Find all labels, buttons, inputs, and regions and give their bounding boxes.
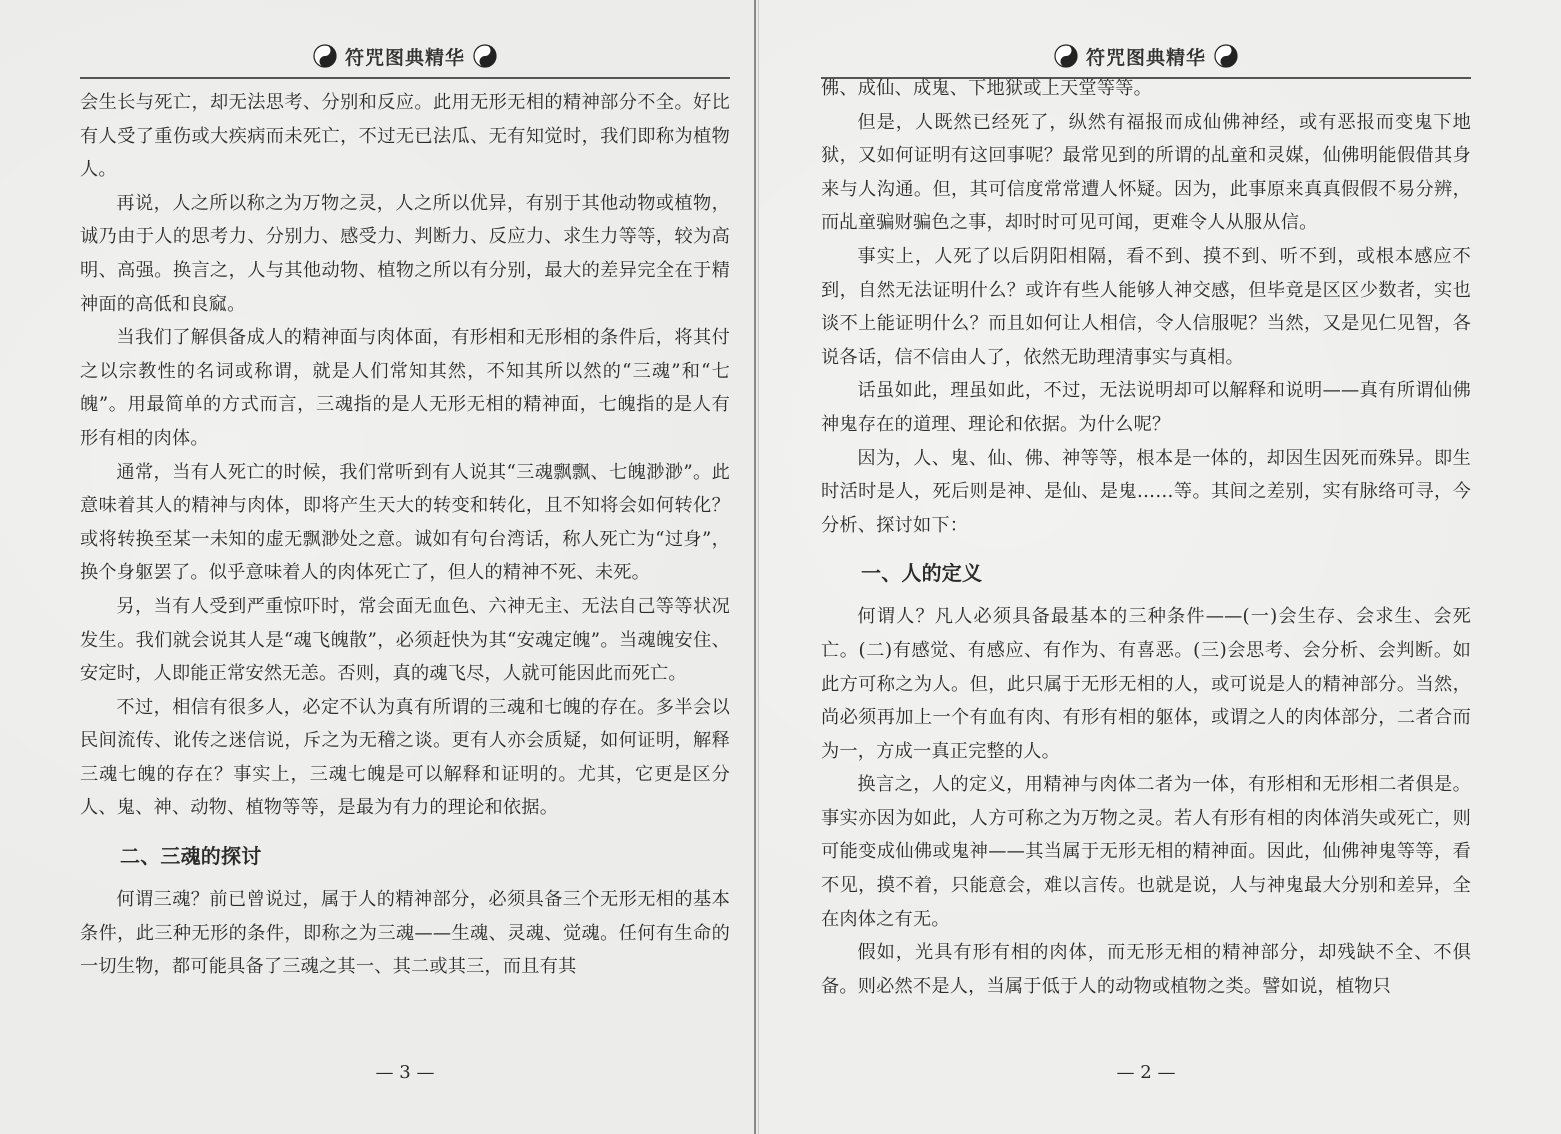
right-page (758, 0, 1561, 1134)
paragraph: 何谓人？凡人必须具备最基本的三种条件——(一)会生存、会求生、会死亡。(二)有感觉、有感应、有作为、有喜恶。(三)会思考、会分析、会判断。如此方可称之为人。但，此只属于无形无相的人，或可说是人的精神部分。当然，尚必须再加上一个有血有肉、有形有相的躯体，或谓之人的肉体部分，二者合而为一，方成一真正完整的人。 (821, 606, 1471, 762)
page-number: — 3 — (375, 1062, 435, 1083)
book-title: 符咒图典精华 (1085, 46, 1206, 69)
paragraph: 通常，当有人死亡的时候，我们常听到有人说其“三魂飘飘、七魄渺渺”。此意味着其人的精神与肉体，即将产生天大的转变和转化，且不知将会如何转化？或将转换至某一未知的虚无飘渺处之意。诚如有句台湾话，称人死亡为“过身”，换个身躯罢了。似乎意味着人的肉体死亡了，但人的精神不死、未死。 (80, 461, 730, 584)
paragraph: 当我们了解俱备成人的精神面与肉体面，有形相和无形相的条件后，将其付之以宗教性的名词或称谓，就是人们常知其然，不知其所以然的“三魂”和“七魄”。用最简单的方式而言，三魂指的是人无形无相的精神面，七魄指的是人有形有相的肉体。 (80, 327, 730, 449)
section-heading: 一、人的定义 (861, 561, 983, 586)
paragraph: 何谓三魂？前已曾说过，属于人的精神部分，必须具备三个无形无相的基本条件，此三种无形的条件，即称之为三魂——生魂、灵魂、觉魂。任何有生命的一切生物，都可能具备了三魂之其一、其二或其三，而且有其 (80, 889, 730, 978)
book-title: 符咒图典精华 (344, 46, 465, 69)
page-body (821, 72, 1471, 1003)
paragraph: 另，当有人受到严重惊吓时，常会面无血色、六神无主、无法自己等等状况发生。我们就会说其人是“魂飞魄散”，必须赶快为其“安魂定魄”。当魂魄安住、安定时，人即能正常安然无恙。否则，真的魂飞尽，人就可能因此而死亡。 (80, 595, 730, 685)
paragraph: 但是，人既然已经死了，纵然有福报而成仙佛神经，或有恶报而变鬼下地狱，又如何证明有这回事呢？最常见到的所谓的乩童和灵媒，仙佛明能假借其身来与人沟通。但，其可信度常常遭人怀疑。因为，此事原来真真假假不易分辨，而乩童骗财骗色之事，却时时可见可闻，更难令人从服从信。 (821, 111, 1471, 234)
paragraph: 再说，人之所以称之为万物之灵，人之所以优异，有别于其他动物或植物，诚乃由于人的思考力、分别力、感受力、判断力、反应力、求生力等等，较为高明、高强。换言之，人与其他动物、植物之所以有分别，最大的差异完全在于精神面的高低和良窳。 (80, 192, 730, 315)
paragraph: 不过，相信有很多人，必定不认为真有所谓的三魂和七魄的存在。多半会以民间流传、讹传之迷信说，斥之为无稽之谈。更有人亦会质疑，如何证明，解释三魂七魄的存在？事实上，三魂七魄是可以解释和证明的。尤其，它更是区分人、鬼、神、动物、植物等等，是最为有力的理论和依据。 (80, 696, 730, 819)
paragraph: 佛、成仙、成鬼、下地狱或上天堂等等。 (821, 78, 1152, 99)
page-number: — 2 — (1116, 1062, 1176, 1083)
section-heading: 二、三魂的探讨 (120, 844, 262, 869)
yin-yang-icon (473, 44, 497, 68)
paragraph: 话虽如此，理虽如此，不过，无法说明却可以解释和说明——真有所谓仙佛神鬼存在的道理、理论和依据。为什么呢？ (821, 380, 1471, 435)
paragraph: 假如，光具有形有相的肉体，而无形无相的精神部分，却残缺不全、不俱备。则必然不是人，当属于低于人的动物或植物之类。譬如说，植物只 (821, 942, 1471, 997)
yin-yang-icon (313, 44, 337, 68)
left-page (0, 0, 756, 1134)
paragraph: 换言之，人的定义，用精神与肉体二者为一体，有形相和无形相二者俱是。事实亦因为如此，人方可称之为万物之灵。若人有形有相的肉体消失或死亡，则可能变成仙佛或鬼神——其当属于无形无相的精神面。因此，仙佛神鬼等等，看不见，摸不着，只能意会，难以言传。也就是说，人与神鬼最大分别和差异，全在肉体之有无。 (821, 774, 1471, 930)
paragraph: 因为，人、鬼、仙、佛、神等等，根本是一体的，却因生因死而殊异。即生时活时是人，死后则是神、是仙、是鬼……等。其间之差别，实有脉络可寻，今分析、探讨如下： (821, 447, 1471, 536)
yin-yang-icon (1214, 44, 1238, 68)
running-header (821, 36, 1471, 76)
yin-yang-icon (1054, 44, 1078, 68)
page-body (80, 86, 730, 984)
header-rule (80, 77, 730, 79)
paragraph: 事实上，人死了以后阴阳相隔，看不到、摸不到、听不到，或根本感应不到，自然无法证明什么？或许有些人能够人神交感，但毕竟是区区少数者，实也谈不上能证明什么？而且如何让人相信，令人信服呢？当然，又是见仁见智，各说各话，信不信由人了，依然无助理清事实与真相。 (821, 245, 1471, 368)
paragraph: 会生长与死亡，却无法思考、分别和反应。此用无形无相的精神部分不全。好比有人受了重伤或大疾病而未死亡，不过无已法瓜、无有知觉时，我们即称为植物人。 (80, 92, 730, 181)
running-header (80, 36, 730, 76)
